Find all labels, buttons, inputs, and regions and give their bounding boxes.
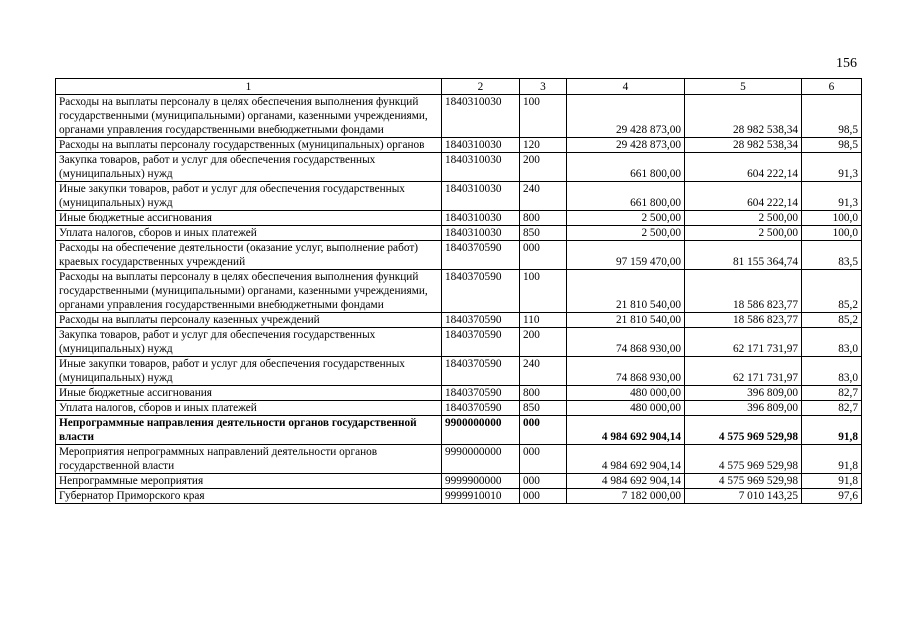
row-percent-cell: 82,7 (802, 401, 862, 416)
row-name-cell: Уплата налогов, сборов и иных платежей (56, 226, 442, 241)
row-actual-cell: 28 982 538,34 (685, 95, 802, 138)
column-header: 4 (567, 79, 685, 95)
table-row (56, 153, 862, 182)
row-plan-cell: 4 984 692 904,14 (567, 474, 685, 489)
row-code-cell: 1840310030 (442, 95, 520, 138)
table-row (56, 445, 862, 474)
row-actual-cell: 4 575 969 529,98 (685, 474, 802, 489)
row-percent-cell: 91,3 (802, 182, 862, 211)
row-plan-cell: 4 984 692 904,14 (567, 445, 685, 474)
table-row (56, 386, 862, 401)
row-type-cell: 850 (520, 226, 567, 241)
row-plan-cell: 21 810 540,00 (567, 270, 685, 313)
row-code-cell: 1840370590 (442, 241, 520, 270)
row-type-cell: 100 (520, 95, 567, 138)
row-type-cell: 800 (520, 386, 567, 401)
row-code-cell: 1840370590 (442, 357, 520, 386)
row-actual-cell: 81 155 364,74 (685, 241, 802, 270)
row-type-cell: 850 (520, 401, 567, 416)
row-name-cell: Расходы на выплаты персоналу казенных учреждений (56, 313, 442, 328)
column-header: 5 (685, 79, 802, 95)
row-code-cell: 1840310030 (442, 211, 520, 226)
table-row (56, 226, 862, 241)
row-actual-cell: 604 222,14 (685, 153, 802, 182)
row-code-cell: 1840310030 (442, 138, 520, 153)
row-plan-cell: 480 000,00 (567, 401, 685, 416)
row-percent-cell: 85,2 (802, 313, 862, 328)
row-name-cell: Закупка товаров, работ и услуг для обеспечения государственных (муниципальных) нужд (56, 153, 442, 182)
table-header-row (56, 79, 862, 95)
table-row (56, 474, 862, 489)
table-row (56, 270, 862, 313)
row-code-cell: 9990000000 (442, 445, 520, 474)
row-percent-cell: 85,2 (802, 270, 862, 313)
column-header: 2 (442, 79, 520, 95)
row-percent-cell: 83,0 (802, 357, 862, 386)
row-plan-cell: 97 159 470,00 (567, 241, 685, 270)
row-code-cell: 9900000000 (442, 416, 520, 445)
row-name-cell: Непрограммные направления деятельности органов государственной власти (56, 416, 442, 445)
row-plan-cell: 29 428 873,00 (567, 138, 685, 153)
row-plan-cell: 4 984 692 904,14 (567, 416, 685, 445)
row-plan-cell: 480 000,00 (567, 386, 685, 401)
row-code-cell: 1840370590 (442, 328, 520, 357)
row-code-cell: 1840370590 (442, 401, 520, 416)
row-code-cell: 9999910010 (442, 489, 520, 504)
row-percent-cell: 97,6 (802, 489, 862, 504)
table-row (56, 416, 862, 445)
column-header: 6 (802, 79, 862, 95)
row-actual-cell: 2 500,00 (685, 211, 802, 226)
table-row (56, 489, 862, 504)
table-row (56, 313, 862, 328)
row-type-cell: 000 (520, 241, 567, 270)
table-row (56, 241, 862, 270)
row-actual-cell: 28 982 538,34 (685, 138, 802, 153)
table-row (56, 211, 862, 226)
budget-table (55, 78, 862, 504)
row-name-cell: Расходы на обеспечение деятельности (оказание услуг, выполнение работ) краевых государственных учреждений (56, 241, 442, 270)
table-row (56, 401, 862, 416)
row-code-cell: 1840310030 (442, 153, 520, 182)
row-percent-cell: 82,7 (802, 386, 862, 401)
row-percent-cell: 91,8 (802, 416, 862, 445)
row-plan-cell: 74 868 930,00 (567, 357, 685, 386)
row-name-cell: Расходы на выплаты персоналу государственных (муниципальных) органов (56, 138, 442, 153)
row-code-cell: 1840310030 (442, 226, 520, 241)
row-name-cell: Непрограммные мероприятия (56, 474, 442, 489)
row-percent-cell: 91,8 (802, 474, 862, 489)
row-type-cell: 000 (520, 489, 567, 504)
row-actual-cell: 4 575 969 529,98 (685, 445, 802, 474)
row-plan-cell: 74 868 930,00 (567, 328, 685, 357)
table-row (56, 138, 862, 153)
row-name-cell: Расходы на выплаты персоналу в целях обеспечения выполнения функций государственными (муниципальными) органами, казенными учреждениями, органами управления государственными внебюджетными фондами (56, 270, 442, 313)
row-name-cell: Иные бюджетные ассигнования (56, 386, 442, 401)
row-name-cell: Губернатор Приморского края (56, 489, 442, 504)
column-header: 1 (56, 79, 442, 95)
row-name-cell: Иные закупки товаров, работ и услуг для обеспечения государственных (муниципальных) нужд (56, 357, 442, 386)
row-type-cell: 200 (520, 153, 567, 182)
row-plan-cell: 2 500,00 (567, 226, 685, 241)
row-actual-cell: 18 586 823,77 (685, 313, 802, 328)
row-actual-cell: 18 586 823,77 (685, 270, 802, 313)
row-name-cell: Иные закупки товаров, работ и услуг для обеспечения государственных (муниципальных) нужд (56, 182, 442, 211)
page-number: 156 (836, 56, 857, 71)
row-actual-cell: 4 575 969 529,98 (685, 416, 802, 445)
row-type-cell: 240 (520, 182, 567, 211)
row-name-cell: Уплата налогов, сборов и иных платежей (56, 401, 442, 416)
row-plan-cell: 661 800,00 (567, 182, 685, 211)
row-actual-cell: 62 171 731,97 (685, 357, 802, 386)
row-plan-cell: 21 810 540,00 (567, 313, 685, 328)
column-header: 3 (520, 79, 567, 95)
table-row (56, 357, 862, 386)
row-type-cell: 240 (520, 357, 567, 386)
row-percent-cell: 83,5 (802, 241, 862, 270)
row-plan-cell: 661 800,00 (567, 153, 685, 182)
row-name-cell: Мероприятия непрограммных направлений деятельности органов государственной власти (56, 445, 442, 474)
row-code-cell: 1840370590 (442, 313, 520, 328)
row-type-cell: 800 (520, 211, 567, 226)
row-type-cell: 000 (520, 474, 567, 489)
row-percent-cell: 91,3 (802, 153, 862, 182)
row-type-cell: 200 (520, 328, 567, 357)
row-actual-cell: 396 809,00 (685, 401, 802, 416)
row-type-cell: 120 (520, 138, 567, 153)
row-percent-cell: 100,0 (802, 211, 862, 226)
row-plan-cell: 2 500,00 (567, 211, 685, 226)
row-name-cell: Иные бюджетные ассигнования (56, 211, 442, 226)
row-percent-cell: 100,0 (802, 226, 862, 241)
row-percent-cell: 83,0 (802, 328, 862, 357)
row-code-cell: 1840370590 (442, 386, 520, 401)
row-plan-cell: 29 428 873,00 (567, 95, 685, 138)
row-code-cell: 9999900000 (442, 474, 520, 489)
row-code-cell: 1840310030 (442, 182, 520, 211)
row-type-cell: 110 (520, 313, 567, 328)
table-row (56, 328, 862, 357)
row-type-cell: 000 (520, 416, 567, 445)
table-row (56, 182, 862, 211)
row-type-cell: 000 (520, 445, 567, 474)
row-percent-cell: 98,5 (802, 95, 862, 138)
row-name-cell: Расходы на выплаты персоналу в целях обеспечения выполнения функций государственными (муниципальными) органами, казенными учреждениями, органами управления государственными внебюджетными фондами (56, 95, 442, 138)
row-percent-cell: 91,8 (802, 445, 862, 474)
row-actual-cell: 604 222,14 (685, 182, 802, 211)
row-actual-cell: 2 500,00 (685, 226, 802, 241)
row-plan-cell: 7 182 000,00 (567, 489, 685, 504)
row-code-cell: 1840370590 (442, 270, 520, 313)
row-actual-cell: 62 171 731,97 (685, 328, 802, 357)
row-actual-cell: 396 809,00 (685, 386, 802, 401)
row-type-cell: 100 (520, 270, 567, 313)
row-percent-cell: 98,5 (802, 138, 862, 153)
row-actual-cell: 7 010 143,25 (685, 489, 802, 504)
table-row (56, 95, 862, 138)
row-name-cell: Закупка товаров, работ и услуг для обеспечения государственных (муниципальных) нужд (56, 328, 442, 357)
